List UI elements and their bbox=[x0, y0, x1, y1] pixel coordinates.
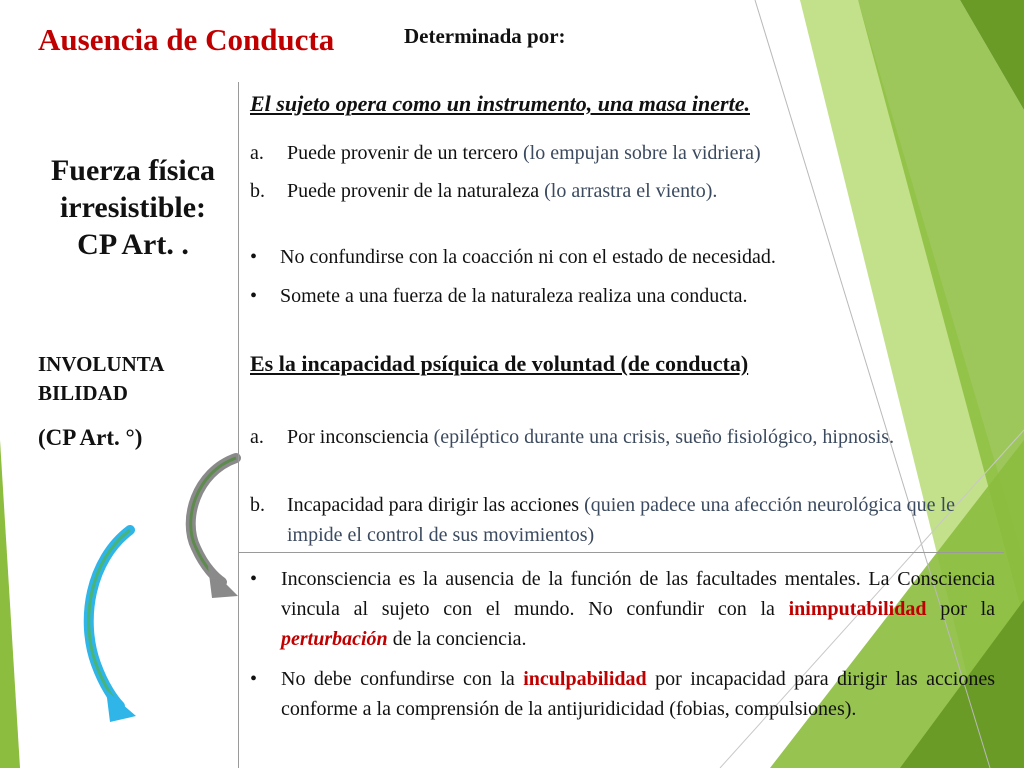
bullet-item bbox=[250, 564, 995, 654]
page-subtitle: Determinada por: bbox=[404, 24, 566, 48]
bullet-text: Inconsciencia es la ausencia de la función de las facultades mentales. La Consciencia vincula al sujeto con el mundo. No confundir con la bbox=[281, 568, 995, 620]
emphasis-perturbacion: perturbación bbox=[281, 628, 388, 650]
list-item bbox=[250, 422, 980, 452]
list-item bbox=[250, 138, 930, 168]
involuntabilidad-description-heading: Es la incapacidad psíquica de voluntad (de conducta) bbox=[250, 351, 749, 376]
bullet-text: por la bbox=[940, 598, 995, 620]
list-marker: b. bbox=[250, 494, 265, 516]
fuerza-heading-line-3: CP Art. . bbox=[77, 228, 189, 261]
fuerza-heading-line-1: Fuerza física bbox=[50, 154, 216, 187]
bullet-text: por incapacidad para dirigir las acciones conforme a la comprensión de la antijuridicidad (fobias, compulsiones). bbox=[281, 668, 996, 720]
bullet-text: Somete a una fuerza de la naturaleza realiza una conducta. bbox=[280, 285, 748, 307]
row-divider bbox=[238, 552, 1004, 553]
fuerza-fisica-heading bbox=[28, 152, 238, 263]
involuntabilidad-reference: (CP Art. °) bbox=[38, 425, 143, 450]
list-item-text: Incapacidad para dirigir las acciones bbox=[287, 494, 580, 516]
page-title: Ausencia de Conducta bbox=[38, 22, 335, 57]
list-item-text: Por inconsciencia bbox=[287, 426, 429, 448]
involuntabilidad-line-1: INVOLUNTA bbox=[38, 352, 165, 376]
fuerza-heading-line-2: irresistible: bbox=[59, 191, 207, 224]
bullet-item bbox=[250, 281, 950, 311]
fuerza-description-heading: El sujeto opera como un instrumento, una masa inerte. bbox=[250, 91, 750, 116]
arrow-head-gray-icon bbox=[208, 566, 238, 598]
bullet-text: No debe confundirse con la bbox=[281, 668, 515, 690]
list-item-note: (quien padece una afección neurológica que le impide el control de sus movimientos) bbox=[287, 494, 955, 546]
column-divider bbox=[238, 82, 239, 768]
list-marker: b. bbox=[250, 180, 265, 202]
list-item-text: Puede provenir de la naturaleza bbox=[287, 180, 540, 202]
bullet-marker: • bbox=[250, 668, 258, 690]
bullet-marker: • bbox=[250, 285, 258, 307]
bullet-marker: • bbox=[250, 246, 258, 268]
green-wedge-left bbox=[0, 440, 20, 768]
bullet-item bbox=[250, 664, 995, 724]
emphasis-inimputabilidad: inimputabilidad bbox=[788, 598, 927, 620]
curved-arrow-gray-icon bbox=[191, 458, 236, 582]
list-marker: a. bbox=[250, 142, 264, 164]
bullet-text: No confundirse con la coacción ni con el estado de necesidad. bbox=[280, 246, 776, 268]
list-item bbox=[250, 176, 930, 206]
list-item bbox=[250, 490, 980, 550]
involuntabilidad-heading bbox=[38, 350, 164, 408]
bullet-item bbox=[250, 242, 950, 272]
curved-arrow-blue-icon bbox=[89, 530, 130, 706]
list-item-note: (lo empujan sobre la vidriera) bbox=[523, 142, 761, 164]
list-item-text: Puede provenir de un tercero bbox=[287, 142, 519, 164]
list-marker: a. bbox=[250, 426, 264, 448]
emphasis-inculpabilidad: inculpabilidad bbox=[523, 668, 647, 690]
bullet-text: de la conciencia. bbox=[392, 628, 527, 650]
involuntabilidad-line-2: BILIDAD bbox=[38, 381, 128, 405]
arrow-head-blue-icon bbox=[106, 690, 136, 722]
list-item-note: (lo arrastra el viento). bbox=[544, 180, 718, 202]
list-item-note: (epiléptico durante una crisis, sueño fisiológico, hipnosis. bbox=[433, 426, 895, 448]
bullet-marker: • bbox=[250, 568, 258, 590]
